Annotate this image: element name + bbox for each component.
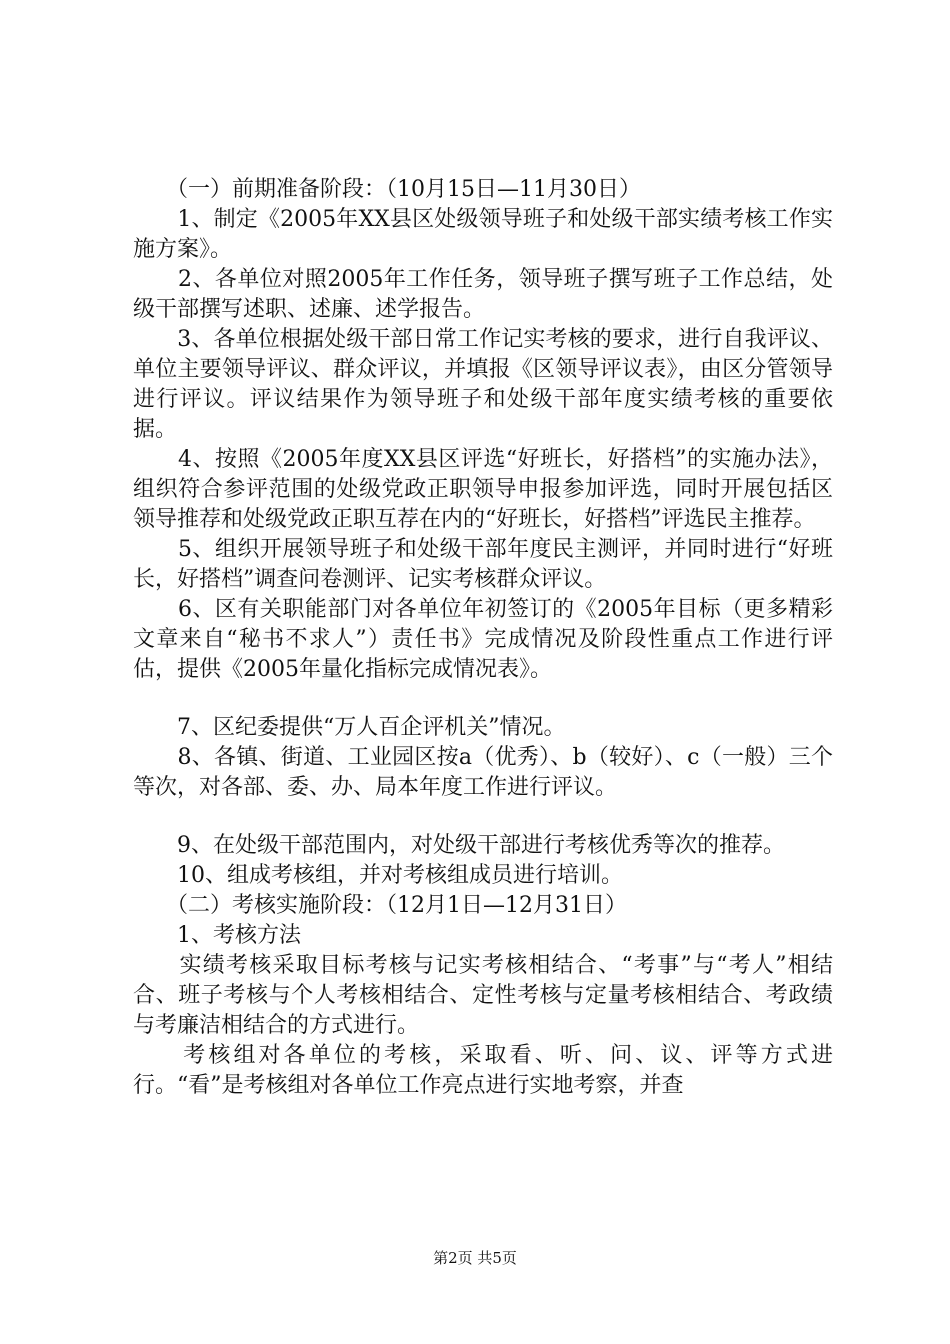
paragraph-item-2: 2、各单位对照2005年工作任务，领导班子撰写班子工作总结，处级干部撰写述职、述廉、述学报告。 [133,267,833,322]
paragraph-item-8: 8、各镇、街道、工业园区按a（优秀）、b（较好）、c（一般）三个等次，对各部、委、办、局本年度工作进行评议。 [133,745,833,800]
paragraph-item-9: 9、在处级干部范围内，对处级干部进行考核优秀等次的推荐。 [133,833,785,858]
paragraph-item-1: 1、制定《2005年XX县区处级领导班子和处级干部实绩考核工作实施方案》。 [133,207,833,262]
page-number-footer: 第2页 共5页 [433,1249,517,1267]
paragraph-method-body-1: 实绩考核采取目标考核与记实考核相结合、“考事”与“考人”相结合、班子考核与个人考核相结合、定性考核与定量考核相结合、考政绩与考廉洁相结合的方式进行。 [133,953,833,1038]
paragraph-item-5: 5、组织开展领导班子和处级干部年度民主测评，并同时进行“好班长，好搭档”调查问卷测评、记实考核群众评议。 [133,537,833,592]
paragraph-spacer [133,803,833,831]
paragraph-item-7: 7、区纪委提供“万人百企评机关”情况。 [133,715,566,740]
paragraph-method-heading: 1、考核方法 [133,923,301,948]
paragraph-item-6: 6、区有关职能部门对各单位年初签订的《2005年目标（更多精彩文章来自“秘书不求人”）责任书》完成情况及阶段性重点工作进行评估，提供《2005年量化指标完成情况表》。 [133,597,833,682]
paragraph-item-4: 4、按照《2005年度XX县区评选“好班长，好搭档”的实施办法》，组织符合参评范围的处级党政正职领导申报参加评选，同时开展包括区领导推荐和处级党政正职互荐在内的“好班长，好搭档”评选民主推荐。 [133,447,833,532]
paragraph-method-body-2: 考核组对各单位的考核，采取看、听、问、议、评等方式进行。“看”是考核组对各单位工作亮点进行实地考察，并查 [133,1043,833,1098]
paragraph-section-1-heading: （一）前期准备阶段：（10月15日—11月30日） [133,177,641,202]
document-body [133,175,833,1101]
paragraph-spacer [133,685,833,713]
paragraph-item-10: 10、组成考核组，并对考核组成员进行培训。 [133,863,623,888]
paragraph-item-3: 3、各单位根据处级干部日常工作记实考核的要求，进行自我评议、单位主要领导评议、群众评议，并填报《区领导评议表》，由区分管领导进行评议。评议结果作为领导班子和处级干部年度实绩考核的重要依据。 [133,327,833,442]
paragraph-section-2-heading: （二）考核实施阶段：（12月1日—12月31日） [133,893,627,918]
